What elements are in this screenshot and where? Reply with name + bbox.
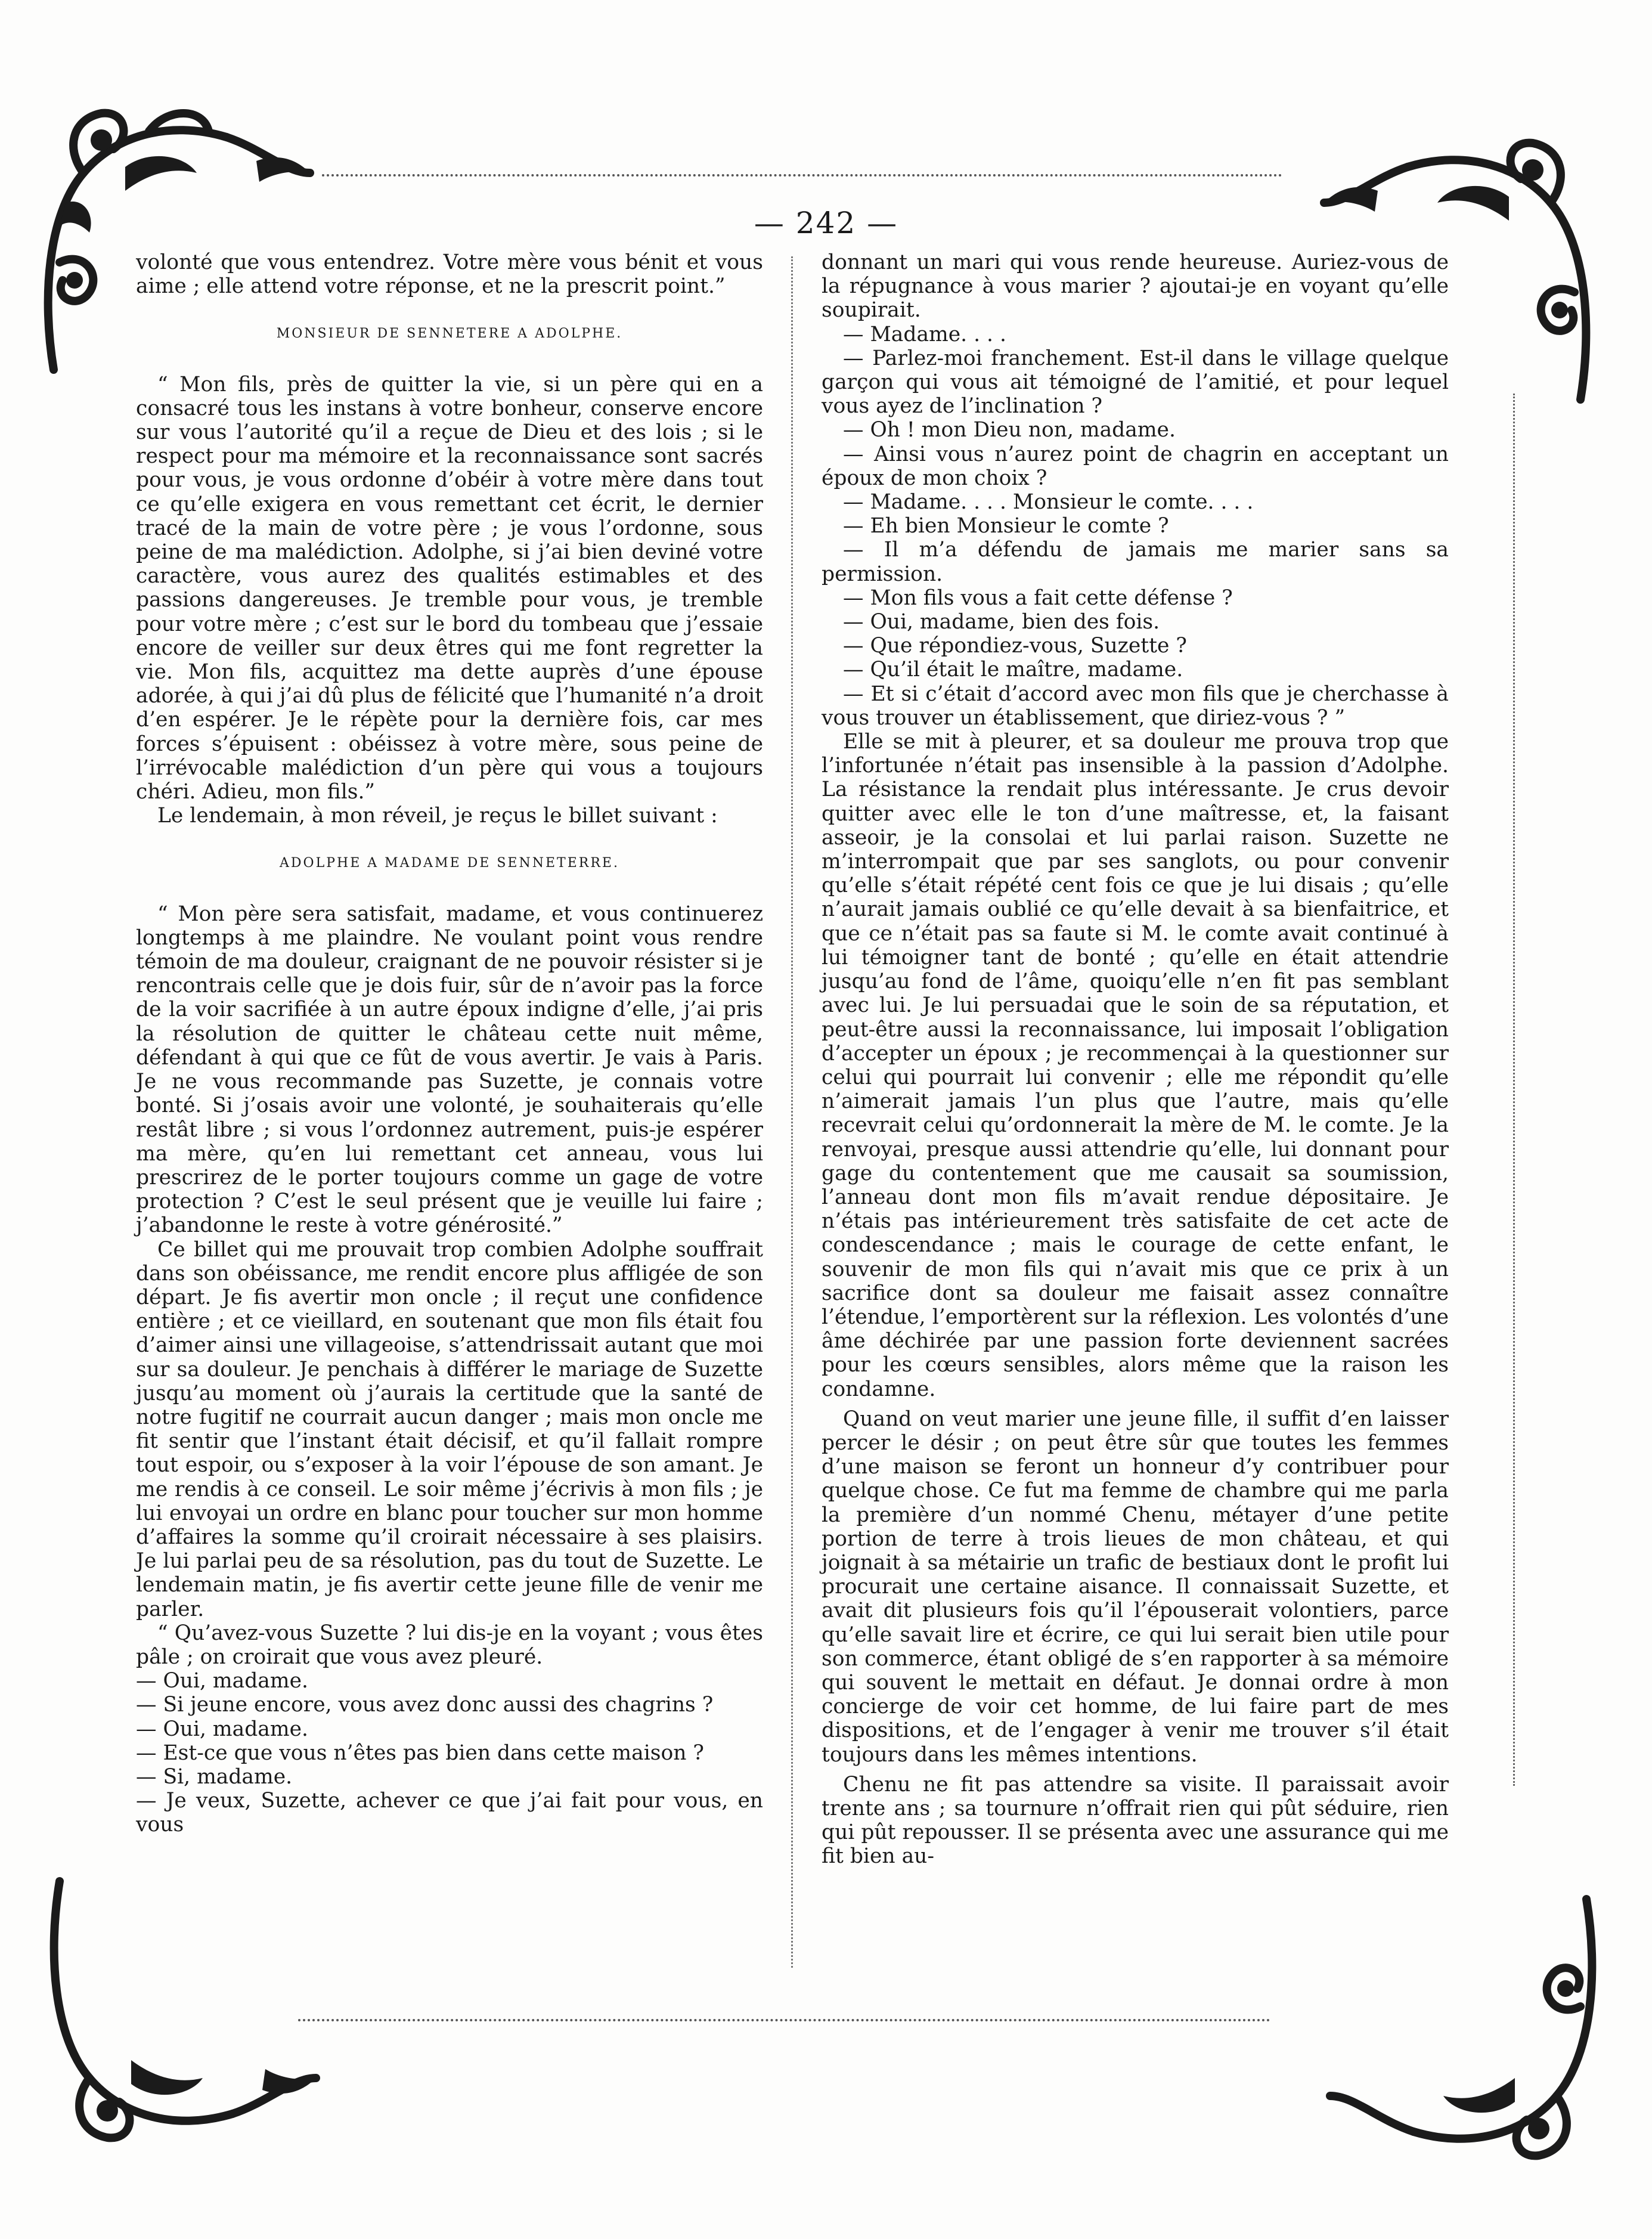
paragraph: “ Qu’avez-vous Suzette ? lui dis-je en la voyant ; vous êtes pâle ; on croirait que vous avez pleuré.	[136, 1621, 763, 1669]
dialogue-line: — Et si c’était d’accord avec mon fils que je cherchasse à vous trouver un établissement, que diriez-vous ? ”	[822, 682, 1449, 730]
dialogue-line: — Est-ce que vous n’êtes pas bien dans cette maison ?	[136, 1741, 704, 1765]
dialogue-line: — Si jeune encore, vous avez donc aussi des chagrins ?	[136, 1693, 714, 1717]
column-divider	[791, 256, 793, 1968]
paragraph: Chenu ne fit pas attendre sa visite. Il paraissait avoir trente ans ; sa tournure n’offrait rien qui pût séduire, rien qui pût repousser. Il se présenta avec une assurance qui me fit bien au-	[822, 1772, 1449, 1869]
frame-dotted-right	[1513, 394, 1515, 1786]
dialogue-line: — Je veux, Suzette, achever ce que j’ai fait pour vous, en vous	[136, 1789, 763, 1837]
dialogue-line: — Qu’il était le maître, madame.	[843, 658, 1183, 682]
dialogue-line: — Si, madame.	[136, 1764, 293, 1789]
right-column	[822, 250, 1449, 1869]
dialogue-line: — Eh bien Monsieur le comte ?	[843, 514, 1169, 538]
paragraph: donnant un mari qui vous rende heureuse. Auriez-vous de la répugnance à vous marier ? ajoutai-je en voyant qu’elle soupirait.	[822, 250, 1449, 323]
dialogue-line: — Parlez-moi franchement. Est-il dans le village quelque garçon qui vous ait témoigné de l’amitié, et pour lequel vous ayez de l’inclination ?	[822, 346, 1449, 419]
paragraph: Elle se mit à pleurer, et sa douleur me prouva trop que l’infortunée n’était pas insensible à la passion d’Adolphe. La résistance la rendait plus intéressante. Je crus devoir quitter avec elle le ton d’une maîtresse, et, la faisant asseoir, je la consolai et lui parlai raison. Suzette ne m’interrompait que par ses sanglots, ou pour convenir qu’elle s’était répété cent fois ce que je lui disais ; qu’elle n’aurait jamais oublié ce qu’elle devait à sa bienfaitrice, et que ce n’était pas sa faute si M. le comte avait continué à lui témoigner tant de bonté ; qu’elle en était attendrie jusqu’au fond de l’âme, quoiqu’elle n’en fit pas semblant avec lui. Je lui persuadai que le soin de sa réputation, et peut-être aussi la reconnaissance, lui imposait l’obligation d’accepter un époux ; je recommençai à la questionner sur celui qui pourrait lui convenir ; elle me répondit qu’elle n’aimerait jamais l’un plus que l’autre, mais qu’elle recevrait celui qu’ordonnerait la mère de M. le comte. Je la renvoyai, presque aussi attendrie qu’elle, lui donnant pour gage du contentement que me causait sa soumission, l’anneau dont mon fils m’avait rendue dépositaire. Je n’étais pas intérieurement très satisfaite de cet acte de condescendance ; mais le courage de cette enfant, le souvenir de mon fils qui n’avait mis que ce prix à un sacrifice dont sa douleur me faisait assez connaître l’étendue, l’emportèrent sur la réflexion. Les volontés d’une âme déchirée par une passion forte deviennent sacrées pour les cœurs sensibles, alors même que la raison les condamne.	[822, 730, 1449, 1401]
paragraph: volonté que vous entendrez. Votre mère vous bénit et vous aime ; elle attend votre réponse, et ne la prescrit point.”	[136, 250, 763, 299]
paragraph: Quand on veut marier une jeune fille, il suffit d’en laisser percer le désir ; on peut être sûr que toutes les femmes d’une maison se feront un honneur d’y contribuer pour quelque chose. Ce fut ma femme de chambre qui me parla la première d’un nommé Chenu, métayer d’une petite portion de terre à trois lieues de mon château, et qui joignait à sa métairie un trafic de bestiaux dont le profit lui procurait une certaine aisance. Il connaissait Suzette, et avait dit plusieurs fois qu’il l’épouserait volontiers, parce qu’elle savait lire et écrire, ce qui lui serait bien utile pour son commerce, étant obligé de s’en rapporter à sa mémoire qui souvent le mettait en défaut. Je donnai ordre à mon concierge de voir cet homme, de lui faire part de mes dispositions, et de l’engager à venir me trouver s’il était toujours dans les mêmes intentions.	[822, 1407, 1449, 1767]
dialogue-line: — Oui, madame.	[136, 1717, 308, 1741]
paragraph: Ce billet qui me prouvait trop combien Adolphe souffrait dans son obéissance, me rendit encore plus affligée de son départ. Je fis avertir mon oncle ; il reçut une confidence entière ; et ce vieillard, en soutenant que mon fils était fou d’aimer ainsi une villageoise, s’attendrissait autant que moi sur sa douleur. Je penchais à différer le mariage de Suzette jusqu’au moment où j’aurais la certitude que la santé de notre fugitif ne courrait aucun danger ; mais mon oncle me fit sentir que l’instant était décisif, et qu’il fallait rompre tout espoir, ou s’exposer à la voir l’épouse de son amant. Je me rendis à ce conseil. Le soir même j’écrivis à mon fils ; je lui envoyai un ordre en blanc pour toucher sur mon homme d’affaires la somme qu’il croirait nécessaire à ses plaisirs. Je lui parlai peu de sa résolution, pas du tout de Suzette. Le lendemain matin, je fis avertir cette jeune fille de venir me parler.	[136, 1237, 763, 1621]
dialogue-line: — Oh ! mon Dieu non, madame.	[843, 418, 1176, 442]
dialogue-line: — Ainsi vous n’aurez point de chagrin en acceptant un époux de mon choix ?	[822, 442, 1449, 490]
dialogue-line: — Oui, madame, bien des fois.	[843, 610, 1160, 634]
dialogue-line: — Madame. . . . Monsieur le comte. . . .	[843, 490, 1254, 515]
paragraph: “ Mon fils, près de quitter la vie, si un père qui en a consacré tous les instans à votre bonheur, conserve encore sur vous l’autorité qu’il a reçue de Dieu et des lois ; si le respect pour ma mémoire et la reconnaissance sont sacrés pour vous, je vous ordonne d’obéir à votre mère dans tout ce qu’elle exigera en vous remettant cet écrit, le dernier tracé de la main de votre père ; je vous l’ordonne, sous peine de ma malédiction. Adolphe, si j’ai bien deviné votre caractère, vous aurez des qualités estimables et des passions dangereuses. Je tremble pour vous, je tremble pour votre mère ; c’est sur le bord du tombeau que j’essaie encore de veiller sur deux êtres qui me font regretter la vie. Mon fils, acquittez ma dette auprès d’une épouse adorée, à qui j’ai dû plus de félicité que l’humanité n’a droit d’en espérer. Je le répète pour la dernière fois, car mes forces s’épuisent : obéissez à votre mère, sous peine de l’irrévocable malédiction d’un père qui vous a toujours chéri. Adieu, mon fils.”	[136, 372, 763, 804]
left-column	[136, 250, 763, 1837]
frame-dotted-top	[322, 174, 1282, 176]
scroll-ornament-icon	[36, 1857, 346, 2167]
dialogue-line: — Madame. . . .	[843, 322, 1006, 346]
letter-heading: MONSIEUR DE SENNETERE A ADOLPHE.	[276, 326, 623, 342]
dialogue-line: — Mon fils vous a fait cette défense ?	[843, 586, 1233, 610]
paragraph: “ Mon père sera satisfait, madame, et vous continuerez longtemps à me plaindre. Ne voulant point vous rendre témoin de ma douleur, craignant de ne pouvoir résister si je rencontrais celle que je dois fuir, sûr de n’avoir pas la force de la voir sacrifiée à un autre époux indigne d’elle, j’ai pris la résolution de quitter le château cette nuit même, défendant à qui que ce fût de vous avertir. Je vais à Paris. Je ne vous recommande pas Suzette, je connais votre bonté. Si j’osais avoir une volonté, je souhaiterais qu’elle restât libre ; si vous l’ordonnez autrement, puis-je espérer ma mère, qu’en lui remettant cet anneau, vous lui prescrirez de le porter toujours comme un gage de votre protection ? C’est le seul présent que je veuille lui faire ; j’abandonne le reste à votre générosité.”	[136, 902, 763, 1238]
dialogue-line: — Il m’a défendu de jamais me marier sans sa permission.	[822, 538, 1449, 586]
paragraph: Le lendemain, à mon réveil, je reçus le billet suivant :	[157, 804, 718, 828]
letter-heading: ADOLPHE A MADAME DE SENNETERRE.	[280, 856, 619, 871]
dialogue-line: — Oui, madame.	[136, 1669, 308, 1693]
dialogue-line: — Que répondiez-vous, Suzette ?	[843, 634, 1187, 658]
frame-dotted-bottom	[298, 2019, 1270, 2021]
page-number: — 242 —	[754, 206, 898, 240]
scroll-ornament-icon	[1300, 1875, 1610, 2185]
